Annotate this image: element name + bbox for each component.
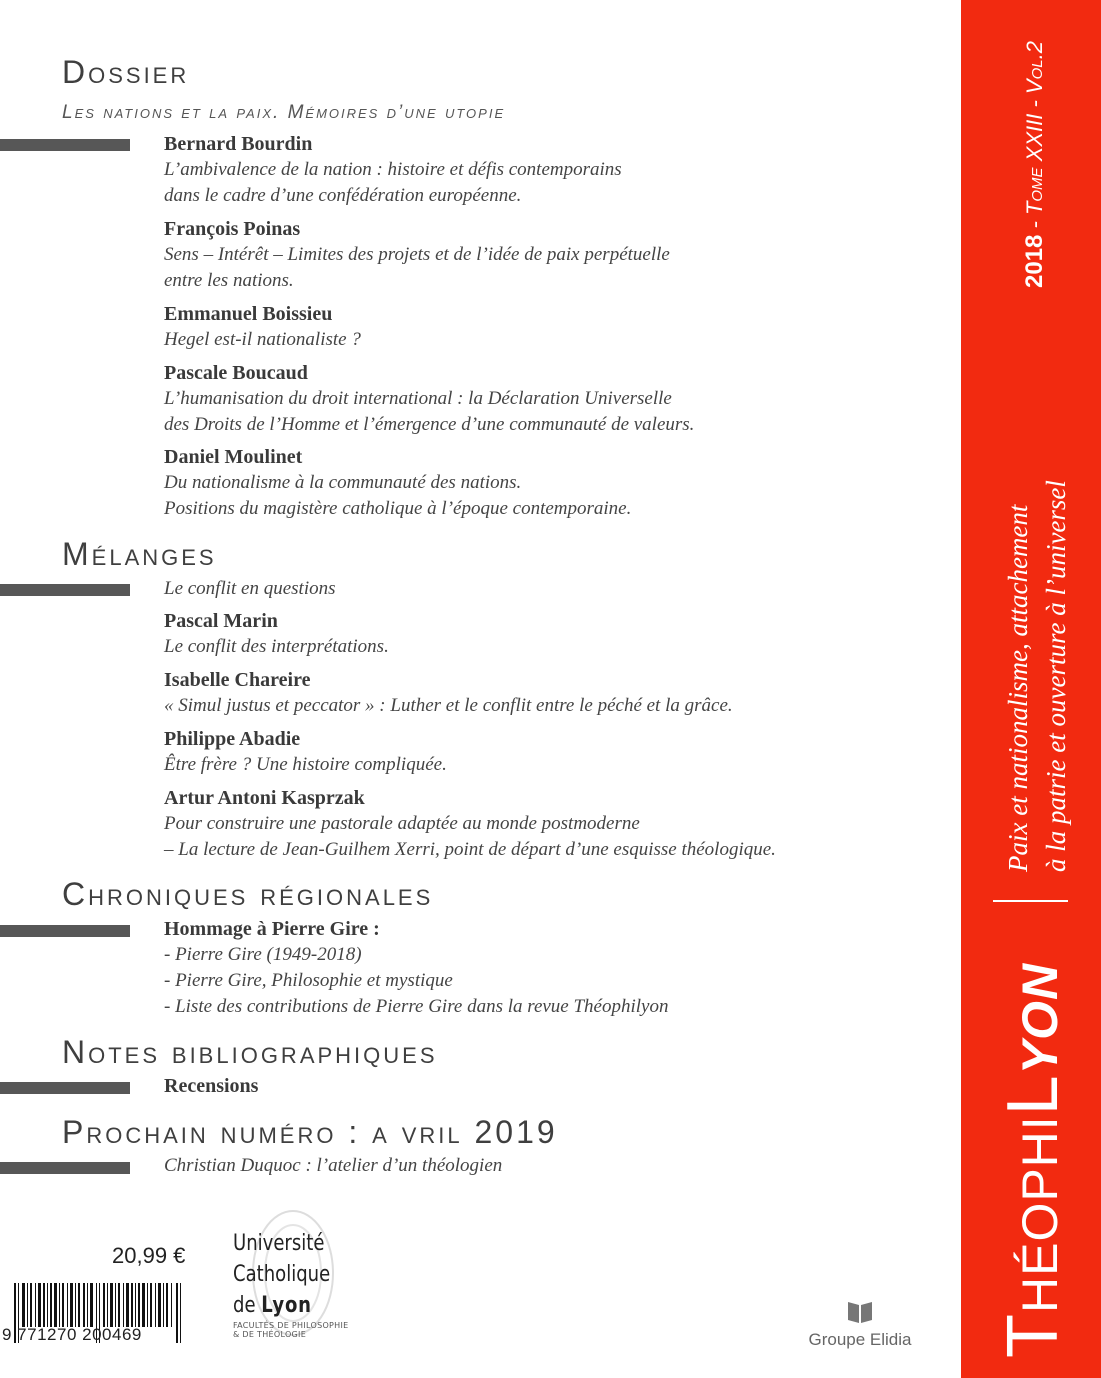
- section-bar: [0, 584, 130, 596]
- toc-entry: [164, 360, 924, 438]
- spine-divider: [993, 900, 1068, 902]
- entry-title: - Liste des contributions de Pierre Gire dans la revue Théophilyon: [164, 996, 669, 1017]
- section-bar: [0, 1162, 130, 1174]
- entry-author: Emmanuel Boissieu: [164, 303, 333, 325]
- entry-author: Isabelle Chareire: [164, 669, 311, 691]
- university-line: de Lyon: [233, 1293, 312, 1318]
- toc-entry: [164, 444, 924, 522]
- section-heading-chroniques: Chroniques régionales: [62, 876, 434, 912]
- section-bar: [0, 1082, 130, 1094]
- university-logo: [233, 1228, 352, 1339]
- entry-author: Pascal Marin: [164, 610, 278, 632]
- entry-author: Philippe Abadie: [164, 728, 301, 750]
- entry-title: des Droits de l’Homme et l’émergence d’une communauté de valeurs.: [164, 414, 695, 435]
- section-bar: [0, 925, 130, 937]
- entry-title: Christian Duquoc : l’atelier d’un théologien: [164, 1155, 503, 1176]
- section-heading-prochain: Prochain numéro : a vril 2019: [62, 1114, 558, 1150]
- toc-entry: [164, 916, 924, 1020]
- entry-title: entre les nations.: [164, 270, 294, 291]
- section-heading-dossier: Dossier: [62, 54, 190, 90]
- entry-author: Daniel Moulinet: [164, 446, 303, 468]
- toc-entry: [164, 726, 924, 778]
- toc-entry: [164, 667, 924, 719]
- publisher-name: Groupe Elidia: [808, 1330, 912, 1349]
- book-icon: [846, 1300, 874, 1324]
- price-label: 20,99 €: [112, 1243, 186, 1268]
- entry-title: Sens – Intérêt – Limites des projets et de l’idée de paix perpétuelle: [164, 244, 670, 265]
- entry-title: Positions du magistère catholique à l’époque contemporaine.: [164, 498, 632, 519]
- faculty-line: & DE THÉOLOGIE: [233, 1330, 307, 1339]
- entry-author: Hommage à Pierre Gire :: [164, 918, 380, 940]
- entry-author: Pascale Boucaud: [164, 362, 308, 384]
- section-heading-notes: Notes bibliographiques: [62, 1034, 438, 1070]
- entry-title: Hegel est-il nationaliste ?: [164, 329, 361, 350]
- toc-entry: [164, 216, 924, 294]
- journal-title: ThéophiLyon: [993, 962, 1073, 1358]
- barcode-number: 9 771270 200469: [2, 1325, 142, 1344]
- entry-title: - Pierre Gire, Philosophie et mystique: [164, 970, 453, 991]
- entry-title: « Simul justus et peccator » : Luther et le conflit entre le péché et la grâce.: [164, 695, 733, 716]
- dossier-subheading: Les nations et la paix. Mémoires d’une utopie: [62, 102, 506, 123]
- spine-subtitle: Paix et nationalisme, attachement à la patrie et ouverture à l’universel: [1003, 480, 1071, 872]
- entry-title: Être frère ? Une histoire compliquée.: [164, 754, 447, 775]
- entry-title: Pour construire une pastorale adaptée au monde postmoderne: [164, 813, 640, 834]
- entry-title: L’ambivalence de la nation : histoire et défis contemporains: [164, 159, 622, 180]
- toc-entry: [164, 301, 924, 353]
- entry-title: L’humanisation du droit international : la Déclaration Universelle: [164, 388, 672, 409]
- section-bar: [0, 139, 130, 151]
- entry-title: - Pierre Gire (1949-2018): [164, 944, 362, 965]
- entry-author: Bernard Bourdin: [164, 133, 313, 155]
- faculty-line: FACULTÉS DE PHILOSOPHIE: [233, 1321, 349, 1330]
- toc-entry: [164, 1073, 924, 1099]
- section-heading-melanges: Mélanges: [62, 536, 217, 572]
- toc-entry: [164, 576, 924, 602]
- issue-info: 2018 - Tome XXIII - Vol.2: [1021, 41, 1048, 288]
- entry-author: Artur Antoni Kasprzak: [164, 787, 365, 809]
- cover-spine: [961, 0, 1101, 1378]
- entry-title: – La lecture de Jean-Guilhem Xerri, point de départ d’une esquisse théologique.: [164, 839, 776, 860]
- melanges-intro: Le conflit en questions: [164, 578, 336, 599]
- entry-title: dans le cadre d’une confédération européenne.: [164, 185, 522, 206]
- toc-entry: [164, 131, 924, 209]
- toc-entry: [164, 785, 924, 863]
- entry-author: François Poinas: [164, 218, 301, 240]
- university-line: Catholique: [233, 1262, 331, 1287]
- entry-title: Le conflit des interprétations.: [164, 636, 389, 657]
- toc-entry: [164, 1153, 924, 1179]
- toc-entry: [164, 608, 924, 660]
- entry-author: Recensions: [164, 1075, 259, 1097]
- entry-title: Du nationalisme à la communauté des nations.: [164, 472, 522, 493]
- university-line: Université: [233, 1231, 325, 1256]
